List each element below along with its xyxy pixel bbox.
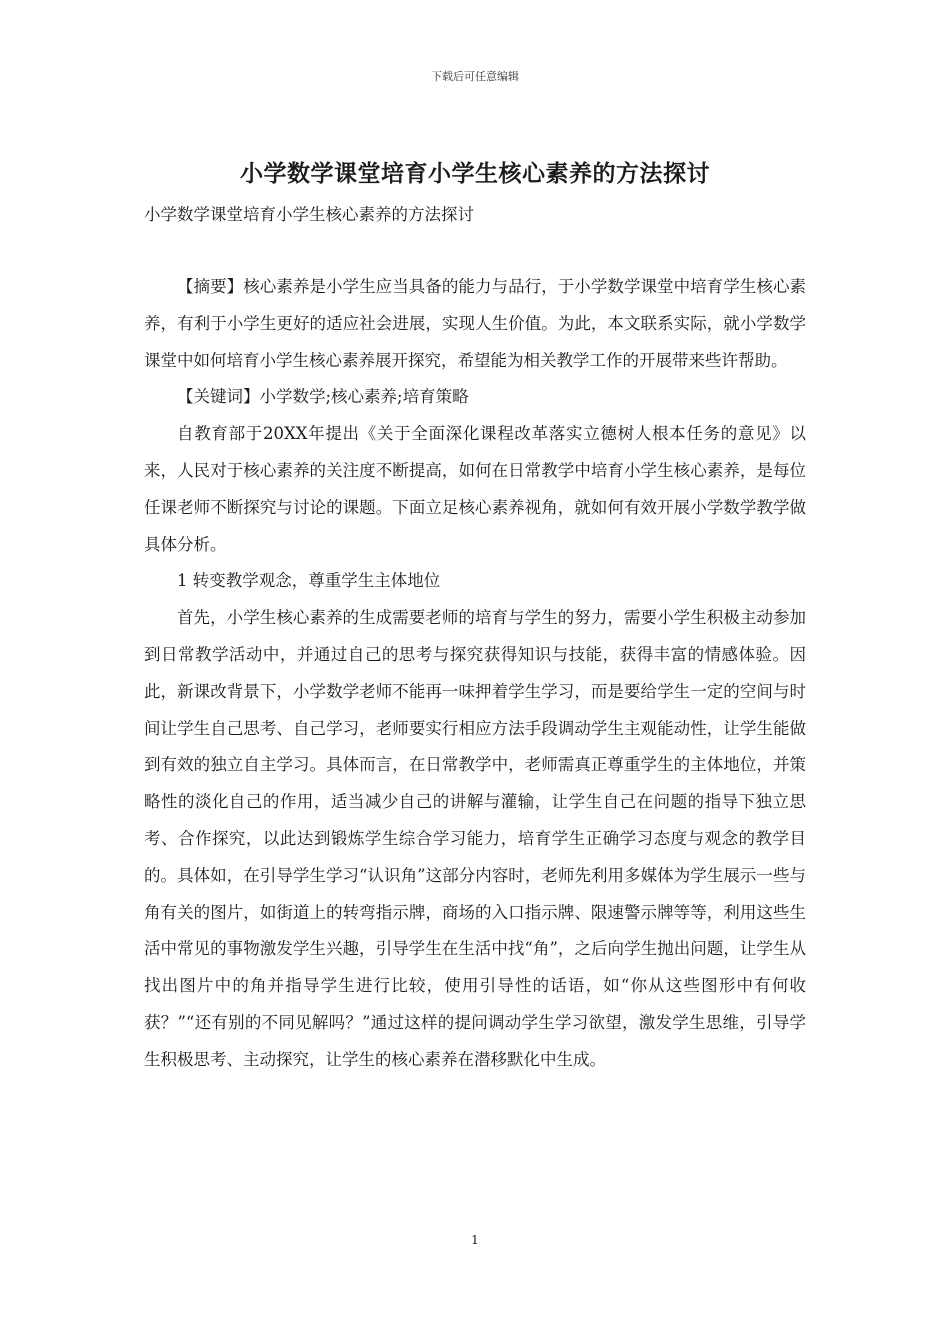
document-subtitle: 小学数学课堂培育小学生核心素养的方法探讨 [144,205,474,224]
section-body-paragraph: 首先，小学生核心素养的生成需要老师的培育与学生的努力，需要小学生积极主动参加到日常教学活动中，并通过自己的思考与探究获得知识与技能，获得丰富的情感体验。因此，新课改背景下，小学数学老师不能再一味押着学生学习，而是要给学生一定的空间与时间让学生自己思考、自己学习，老师要实行相应方法手段调动学生主观能动性，让学生能做到有效的独立自主学习。具体而言，在日常教学中，老师需真正尊重学生的主体地位，并策略性的淡化自己的作用，适当减少自己的讲解与灌输，让学生自己在问题的指导下独立思考、合作探究，以此达到锻炼学生综合学习能力，培育学生正确学习态度与观念的教学目的。具体如，在引导学生学习“认识角”这部分内容时，老师先利用多媒体为学生展示一些与角有关的图片，如街道上的转弯指示牌，商场的入口指示牌、限速警示牌等等，利用这些生活中常见的事物激发学生兴趣，引导学生在生活中找“角”，之后向学生抛出问题，让学生从找出图片中的角并指导学生进行比较，使用引导性的话语，如“你从这些图形中有何收获？”“还有别的不同见解吗？”通过这样的提问调动学生学习欲望，激发学生思维，引导学生积极思考、主动探究，让学生的核心素养在潜移默化中生成。 [144,608,806,1069]
intro-paragraph: 自教育部于20XX年提出《关于全面深化课程改革落实立德树人根本任务的意见》以来，人民对于核心素养的关注度不断提高，如何在日常教学中培育小学生核心素养，是每位任课老师不断探究与讨论的课题。下面立足核心素养视角，就如何有效开展小学数学教学做具体分析。 [144,424,806,554]
page-number: 1 [471,1233,479,1247]
keywords-paragraph: 【关键词】小学数学;核心素养;培育策略 [177,387,469,407]
body-text [144,269,806,1079]
header-note: 下载后可任意编辑 [431,70,519,83]
document-title: 小学数学课堂培育小学生核心素养的方法探讨 [240,160,710,187]
abstract-paragraph: 【摘要】核心素养是小学生应当具备的能力与品行，于小学数学课堂中培育学生核心素养，有利于小学生更好的适应社会进展，实现人生价值。为此，本文联系实际，就小学数学课堂中如何培育小学生核心素养展开探究，希望能为相关教学工作的开展带来些许帮助。 [144,277,806,370]
section-heading: 1 转变教学观念，尊重学生主体地位 [177,571,441,591]
